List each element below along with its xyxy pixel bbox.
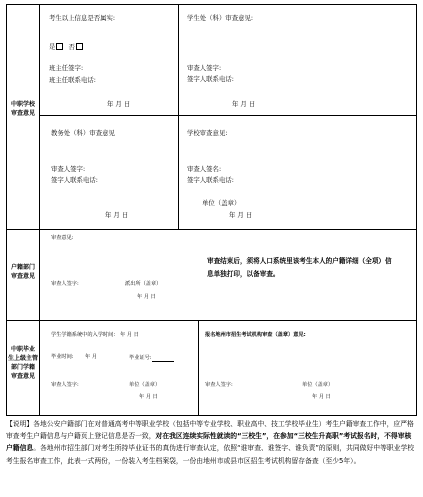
date-school-3: 年 月 日 [105, 211, 129, 219]
exam-office-date: 年 月 日 [312, 394, 331, 400]
school-opinion-title: 学校审查意见: [187, 129, 228, 137]
no-checkbox[interactable] [76, 43, 83, 50]
student-office-phone: 签字人联系电话: [187, 75, 234, 83]
date-school-1: 年 月 日 [107, 100, 131, 108]
note-part-3: 。各地州市招生部门对考生所持毕业证书的真伪进行审查认定，依照“谁审查、谁签字、谁负责”的原则，共同做好中等职业学校考生报名审查工作，此表一式两份，一份装入考生档案袋，一份由地州市或县市区招生考试机构留存备查（至少5年）。 [6, 444, 415, 465]
row-label-grad: 中职毕业 生上级主管 部门学籍 审查意见 [7, 346, 38, 380]
row-label-hukou: 户籍部门 审查意见 [10, 264, 35, 280]
school-sign: 审查人签名: [187, 165, 222, 173]
row-divider-school-mid [39, 115, 417, 116]
verify-question: 考生以上信息是否属实: [49, 14, 116, 22]
academic-office-sign: 审查人签字: [51, 165, 86, 173]
grad-unit-seal: 单位（盖章） [129, 382, 161, 388]
teacher-sign-label: 班主任签字: [49, 64, 84, 72]
grad-cert-no-label: 毕业证号: [129, 355, 152, 362]
yes-no-options [49, 43, 83, 51]
grad-cert-no-blank[interactable] [152, 355, 174, 362]
hukou-seal-label: 派出所（盖章） [125, 281, 162, 287]
row-label-school: 中职学校 审查意见 [10, 101, 35, 117]
col-divider-label [39, 5, 40, 415]
exam-office-seal: 单位（盖章） [302, 382, 334, 388]
hukou-sign-label: 审查人签字: [51, 281, 79, 287]
academic-office-phone: 签字人联系电话: [51, 176, 98, 184]
note-part-2-bold: 对在我区连续实际性就读的“三校生”，在参加“三校生升高职”考试报名时，不得审核户籍信息 [6, 432, 412, 453]
school-unit-seal: 单位（盖章） [202, 199, 241, 207]
date-school-2: 年 月 日 [232, 100, 256, 108]
col-divider-grad [198, 320, 199, 415]
row-divider-hukou-end [7, 320, 417, 321]
registration-review-table [6, 4, 417, 416]
grad-enroll-time: 学生学籍系统中的入学时间： 年 月 日 [51, 332, 139, 338]
student-office-sign: 审查人签字: [187, 64, 222, 72]
teacher-phone-label: 班主任联系电话: [49, 76, 96, 84]
yes-label: 是 [49, 42, 56, 51]
no-label: 否 [68, 42, 75, 51]
grad-sign-label: 审查人签字: [51, 382, 79, 388]
exam-office-title: 报名地州市招生考试机构审查（盖章）意见: [205, 332, 306, 338]
hukou-opinion-label: 审查意见: [51, 235, 74, 241]
yes-checkbox[interactable] [56, 43, 63, 50]
grad-time-label: 毕业时间: [51, 354, 74, 360]
exam-office-sign: 审查人签字: [205, 382, 233, 388]
grad-cert-no-field [129, 355, 174, 362]
hukou-print-notice: 审查结束后，须将人口系统里该考生本人的户籍详细（全项）信息单独打印，以备审查。 [207, 257, 392, 278]
student-office-title: 学生处（科）审查意见: [187, 14, 254, 22]
row-divider-school-end [7, 229, 417, 230]
note-part-1: 【说明】各地公安户籍部门在对普通高考中等职业学校（包括中等专业学校、职业高中、技工学校毕业生）考生户籍审查工作中，应严格审查考生户籍信息与户籍页上登记信息是否一致， [6, 420, 414, 441]
col-divider-school-top [178, 5, 179, 229]
academic-office-title: 教务处（科）审查意见 [51, 129, 115, 137]
explanation-note [6, 418, 417, 467]
hukou-date: 年 月 日 [137, 294, 156, 300]
grad-time-date: 年 月 [85, 354, 98, 360]
school-phone: 签字人联系电话: [187, 176, 234, 184]
grad-date: 年 月 日 [139, 394, 158, 400]
date-school-4: 年 月 日 [229, 211, 253, 219]
